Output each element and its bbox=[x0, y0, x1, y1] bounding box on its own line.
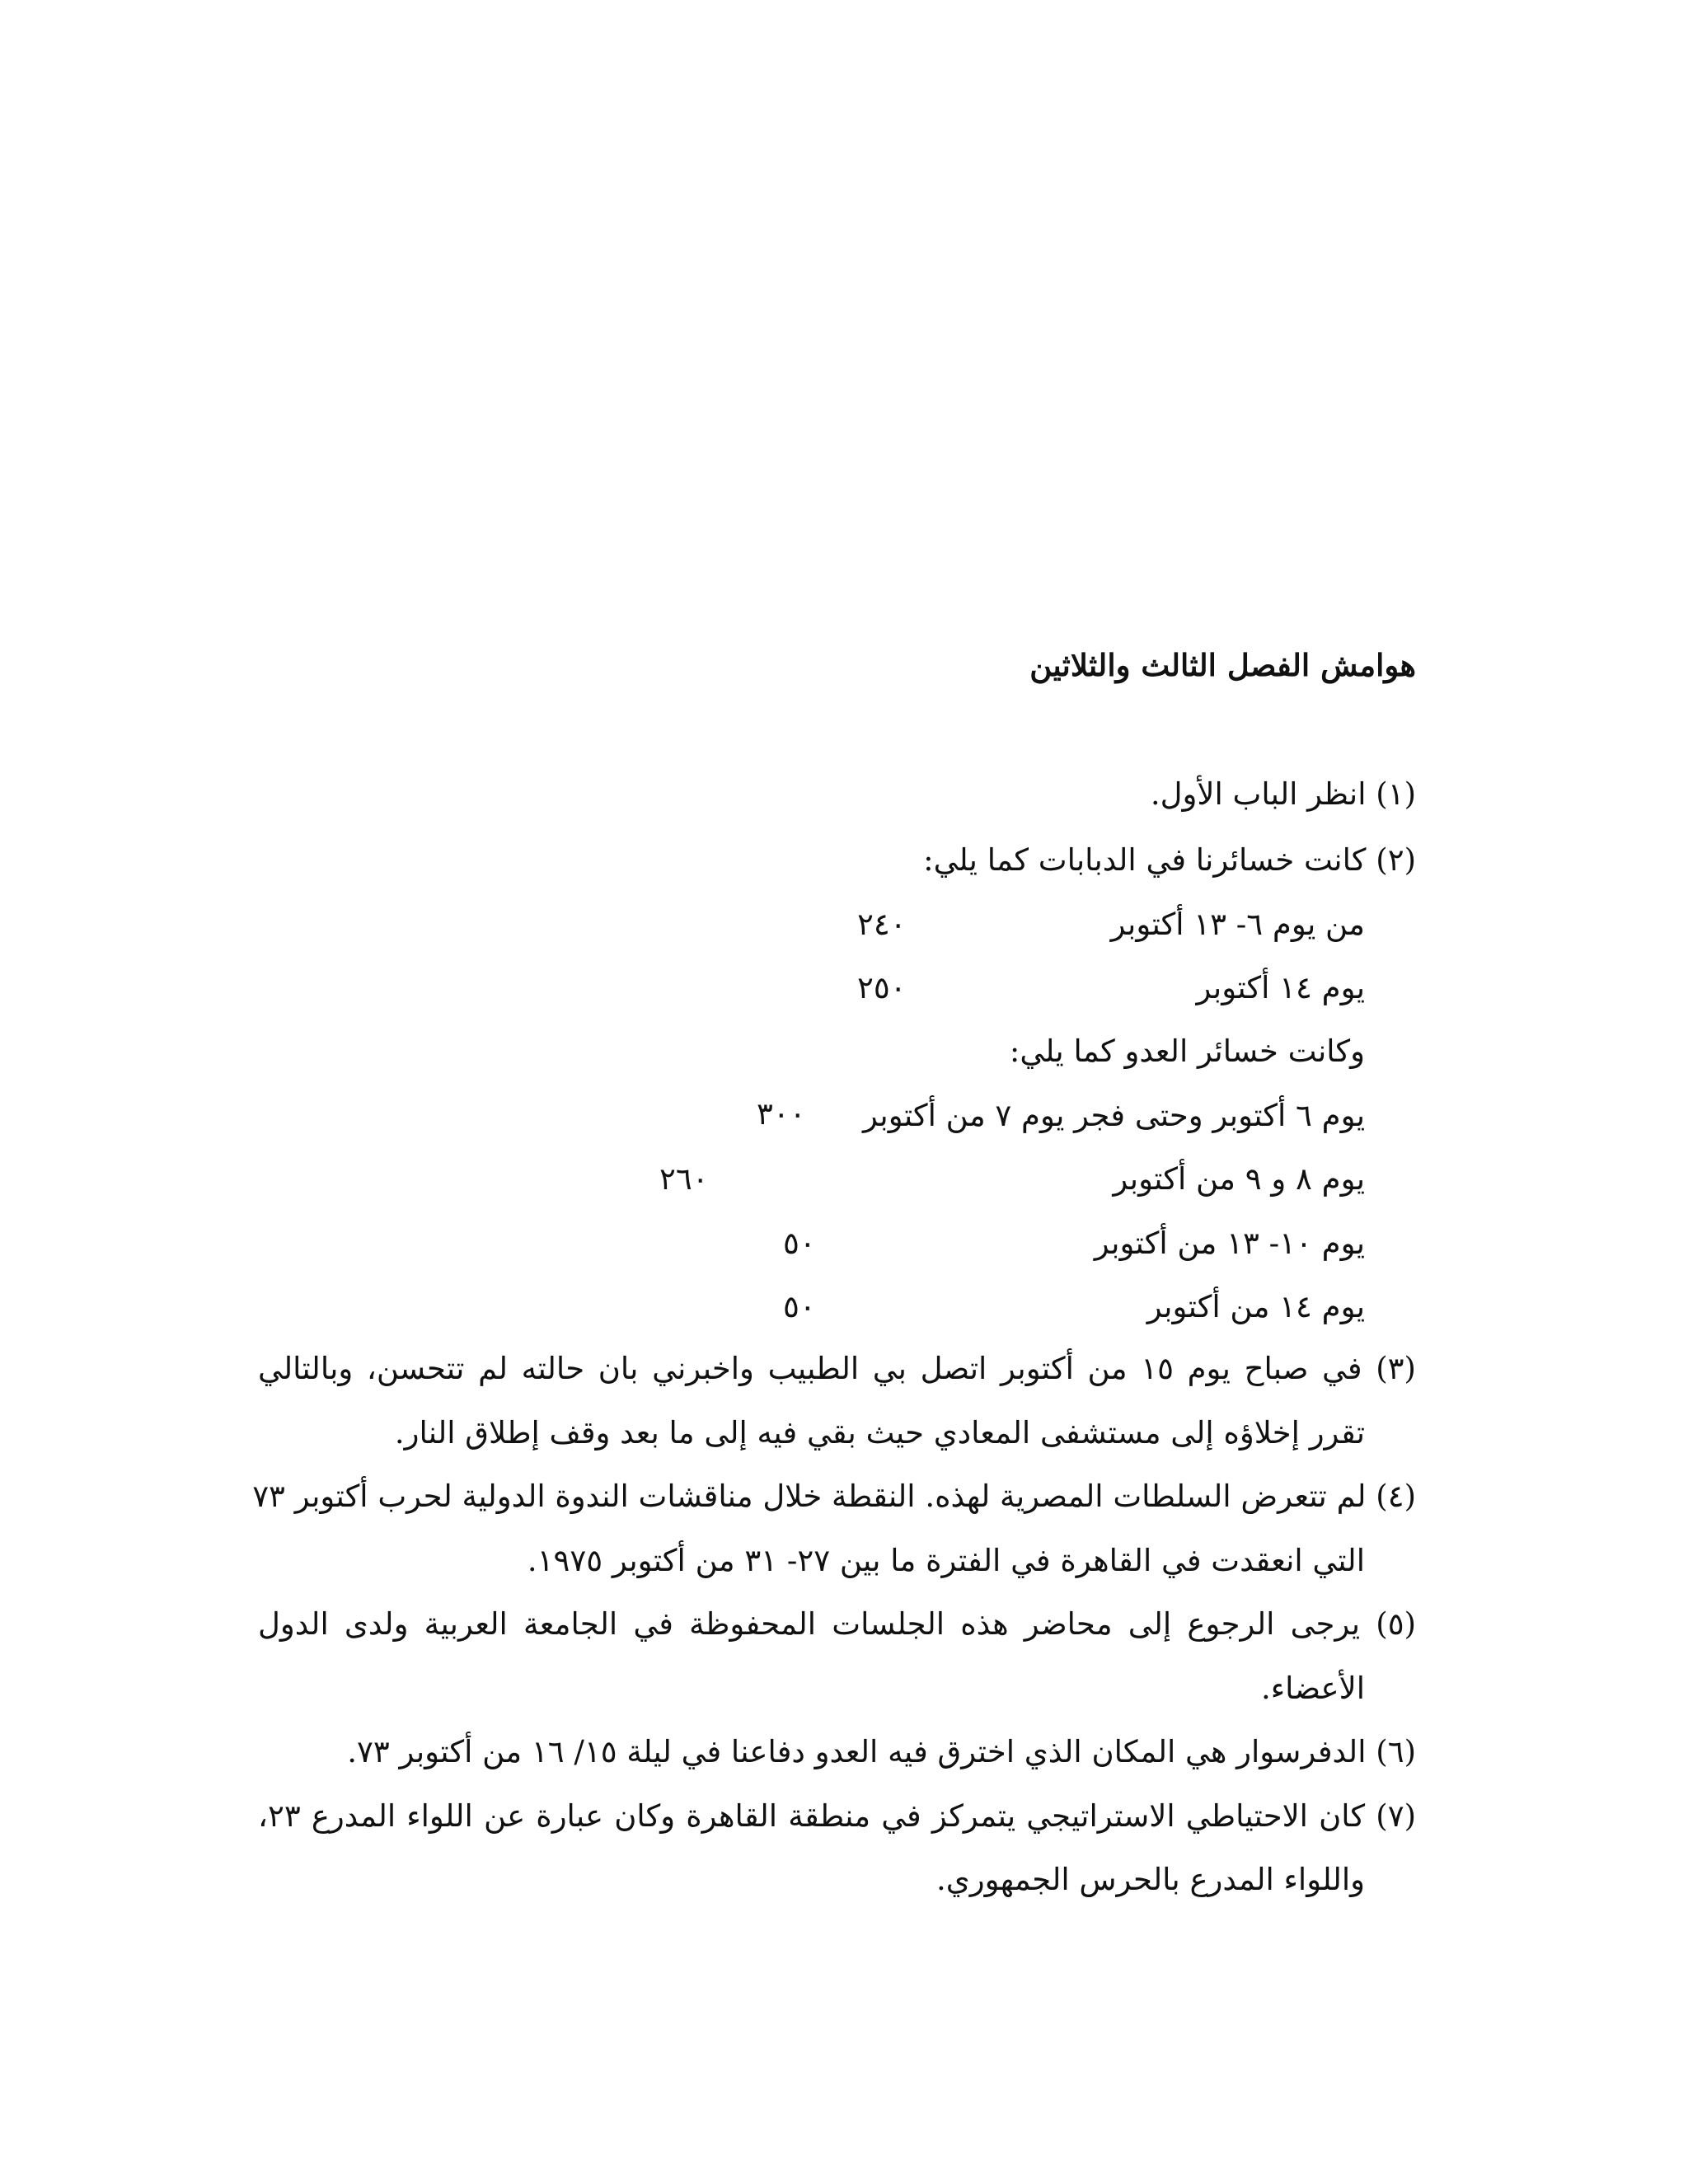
enemy-losses-label: يوم ١٤ من أكتوبر bbox=[1146, 1289, 1365, 1324]
note-5-line-1: (٥) يرجى الرجوع إلى محاضر هذه الجلسات المحفوظة في الجامعة العربية ولدى الدول bbox=[258, 1606, 1416, 1642]
enemy-losses-intro: وكانت خسائر العدو كما يلي: bbox=[1009, 1033, 1365, 1069]
enemy-losses-value: ٣٠٠ bbox=[757, 1096, 806, 1132]
enemy-losses-value: ٥٠ bbox=[783, 1226, 816, 1261]
note-3-line-2: تقرر إخلاؤه إلى مستشفى المعادي حيث بقي فيه إلى ما بعد وقف إطلاق النار. bbox=[394, 1415, 1365, 1451]
note-5-line-2: الأعضاء. bbox=[1261, 1671, 1365, 1706]
page-title: هوامش الفصل الثالث والثلاثين bbox=[1029, 647, 1416, 683]
our-losses-value: ٢٥٠ bbox=[857, 970, 907, 1005]
note-1: (١) انظر الباب الأول. bbox=[1150, 776, 1416, 812]
note-3-line-1: (٣) في صباح يوم ١٥ من أكتوبر اتصل بي الطبيب واخبرني بان حالته لم تتحسن، وبالتالي bbox=[258, 1351, 1416, 1386]
our-losses-label: من يوم ٦- ١٣ أكتوبر bbox=[1110, 907, 1365, 942]
our-losses-value: ٢٤٠ bbox=[857, 907, 907, 942]
enemy-losses-label: يوم ١٠- ١٣ من أكتوبر bbox=[1094, 1226, 1365, 1261]
enemy-losses-label: يوم ٨ و ٩ من أكتوبر bbox=[1113, 1161, 1365, 1197]
note-4-line-2: التي انعقدت في القاهرة في الفترة ما بين ٢٧- ٣١ من أكتوبر ١٩٧٥. bbox=[527, 1543, 1365, 1578]
our-losses-label: يوم ١٤ أكتوبر bbox=[1196, 970, 1365, 1005]
note-7-line-1: (٧) كان الاحتياطي الاستراتيجي يتمركز في منطقة القاهرة وكان عبارة عن اللواء المدرع ٢٣، bbox=[258, 1798, 1416, 1834]
note-7-line-2: واللواء المدرع بالحرس الجمهوري. bbox=[936, 1862, 1365, 1897]
note-6: (٦) الدفرسوار هي المكان الذي اخترق فيه العدو دفاعنا في ليلة ١٥/ ١٦ من أكتوبر ٧٣. bbox=[347, 1734, 1416, 1769]
enemy-losses-label: يوم ٦ أكتوبر وحتى فجر يوم ٧ من أكتوبر bbox=[863, 1098, 1365, 1133]
enemy-losses-value: ٥٠ bbox=[783, 1289, 816, 1324]
note-2: (٢) كانت خسائرنا في الدبابات كما يلي: bbox=[923, 842, 1416, 878]
note-4-line-1: (٤) لم تتعرض السلطات المصرية لهذه. النقطة خلال مناقشات الندوة الدولية لحرب أكتوبر ٧٣ bbox=[252, 1479, 1416, 1514]
enemy-losses-value: ٢٦٠ bbox=[659, 1161, 709, 1197]
